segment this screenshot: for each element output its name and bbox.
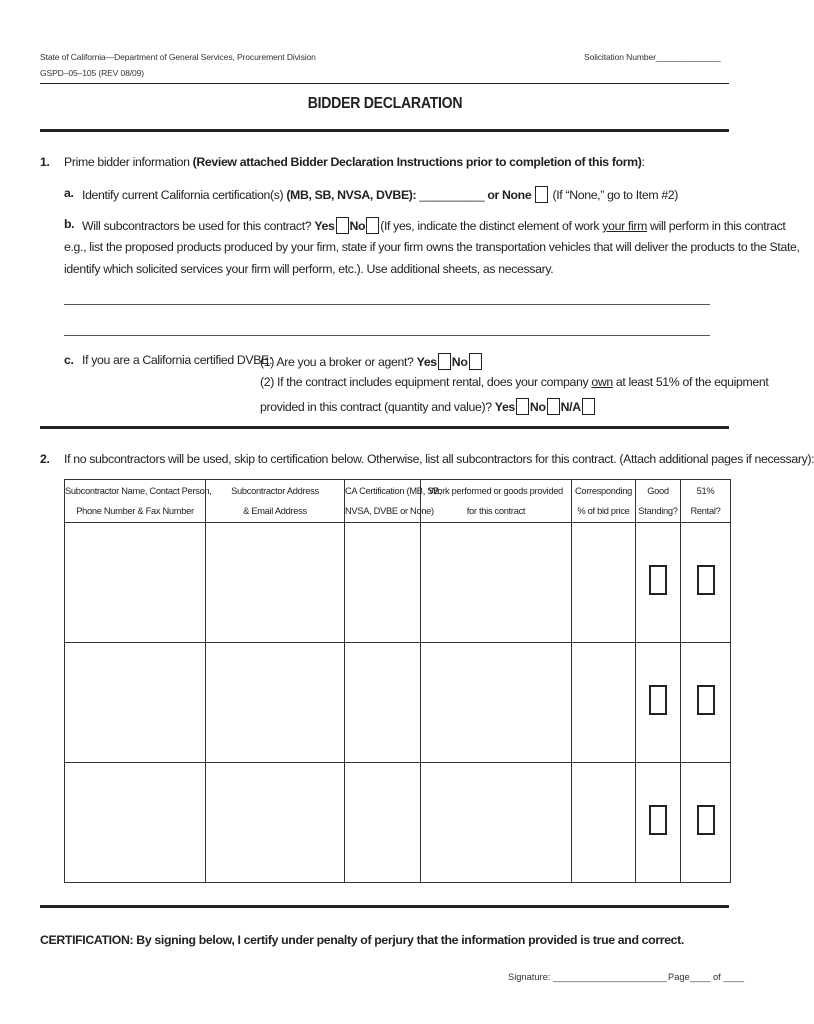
item-c-label: If you are a California certified DVBE: (82, 353, 273, 367)
good-standing-checkbox[interactable] (649, 565, 667, 595)
item-a-marker: a. (64, 186, 74, 200)
certification-statement: CERTIFICATION: By signing below, I certify under penalty of perjury that the information provided is true and correct. (40, 933, 684, 947)
item-c-q1: (1) Are you a broker or agent? Yes No (260, 353, 483, 370)
signature-blank[interactable]: ______________________ (552, 972, 667, 982)
section-2-number: 2. (40, 452, 50, 466)
cell-percent[interactable] (572, 523, 636, 643)
solicitation-number[interactable] (584, 52, 721, 62)
col-header-certification: CA Certification (MB, SB, NVSA, DVBE or None) (345, 480, 421, 523)
table-header-row (65, 480, 731, 523)
table-row (65, 763, 731, 883)
cell-work[interactable] (421, 643, 572, 763)
item-b-line2: e.g., list the proposed products produced by your firm, state if your firm owns the transportation vehicles that will deliver the products to the State, (64, 240, 800, 254)
form-id: GSPD–05–105 (REV 08/09) (40, 68, 145, 78)
cell-address[interactable] (206, 523, 345, 643)
item-c-q2-line2: provided in this contract (quantity and value)? Yes No N/A (260, 398, 596, 415)
col-header-address: Subcontractor Address & Email Address (206, 480, 345, 523)
title-rule (40, 129, 729, 132)
section-2-text: If no subcontractors will be used, skip to certification below. Otherwise, list all subcontractors for this contract. (Attach additional pages if necessary): (64, 452, 814, 466)
broker-yes-checkbox[interactable] (438, 353, 451, 370)
good-standing-checkbox[interactable] (649, 685, 667, 715)
cell-certification[interactable] (345, 523, 421, 643)
col-header-good-standing: Good Standing? (636, 480, 681, 523)
col-header-work: Work performed or goods provided for this contract (421, 480, 572, 523)
cell-name[interactable] (65, 763, 206, 883)
item-b-marker: b. (64, 217, 75, 231)
cell-work[interactable] (421, 523, 572, 643)
rental-checkbox[interactable] (697, 685, 715, 715)
cell-certification[interactable] (345, 643, 421, 763)
cell-address[interactable] (206, 643, 345, 763)
item-b-line3: identify which solicited services your firm will perform, etc.). Use additional sheets, as necessary. (64, 262, 554, 276)
cell-name[interactable] (65, 523, 206, 643)
cell-percent[interactable] (572, 643, 636, 763)
section-1-intro: Prime bidder information (Review attached Bidder Declaration Instructions prior to completion of this form): (64, 155, 645, 169)
cell-good-standing (636, 643, 681, 763)
work-description-line-2[interactable] (64, 335, 710, 336)
item-c-q2: (2) If the contract includes equipment rental, does your company own at least 51% of the equipment (260, 375, 769, 389)
subcontractor-table (64, 479, 731, 883)
cell-rental (681, 643, 731, 763)
equipment-no-checkbox[interactable] (547, 398, 560, 415)
good-standing-checkbox[interactable] (649, 805, 667, 835)
rental-checkbox[interactable] (697, 805, 715, 835)
equipment-na-checkbox[interactable] (582, 398, 595, 415)
cell-address[interactable] (206, 763, 345, 883)
broker-no-checkbox[interactable] (469, 353, 482, 370)
cell-good-standing (636, 523, 681, 643)
item-b-line1: Will subcontractors be used for this contract? Yes No (If yes, indicate the distinct element of work your firm will perform in this contract (82, 219, 786, 233)
cell-good-standing (636, 763, 681, 883)
rental-checkbox[interactable] (697, 565, 715, 595)
cell-certification[interactable] (345, 763, 421, 883)
page-total-blank[interactable]: ____ (723, 972, 745, 982)
page-title: BIDDER DECLARATION (307, 95, 463, 112)
section-rule (40, 426, 729, 429)
table-row (65, 523, 731, 643)
item-a-line: Identify current California certification(s) (MB, SB, NVSA, DVBE): __________ or None (If “None,” go to Item #2) (82, 188, 679, 202)
col-header-rental: 51% Rental? (681, 480, 731, 523)
certification-rule (40, 905, 729, 908)
item-c-marker: c. (64, 353, 74, 367)
page-count: Page____ of ____ (668, 972, 745, 982)
table-row (65, 643, 731, 763)
col-header-percent: Corresponding % of bid price (572, 480, 636, 523)
solicitation-label: Solicitation Number (584, 52, 656, 62)
subcontractors-no-checkbox[interactable] (366, 217, 379, 234)
col-header-name: Subcontractor Name, Contact Person, Phone Number & Fax Number (65, 480, 206, 523)
cell-name[interactable] (65, 643, 206, 763)
signature-label: Signature: (508, 972, 551, 982)
signature-field[interactable] (508, 972, 667, 982)
cell-percent[interactable] (572, 763, 636, 883)
solicitation-blank[interactable]: ______________ (655, 52, 721, 62)
page-number-blank[interactable]: ____ (689, 972, 711, 982)
subcontractors-yes-checkbox[interactable] (336, 217, 349, 234)
header-rule (40, 83, 729, 84)
cell-rental (681, 523, 731, 643)
cell-rental (681, 763, 731, 883)
work-description-line-1[interactable] (64, 304, 710, 305)
agency-name: State of California—Department of General Services, Procurement Division (40, 52, 316, 62)
equipment-yes-checkbox[interactable] (516, 398, 529, 415)
certification-blank[interactable]: __________ (416, 188, 488, 202)
cell-work[interactable] (421, 763, 572, 883)
section-1-number: 1. (40, 155, 50, 169)
none-checkbox[interactable] (535, 186, 548, 203)
